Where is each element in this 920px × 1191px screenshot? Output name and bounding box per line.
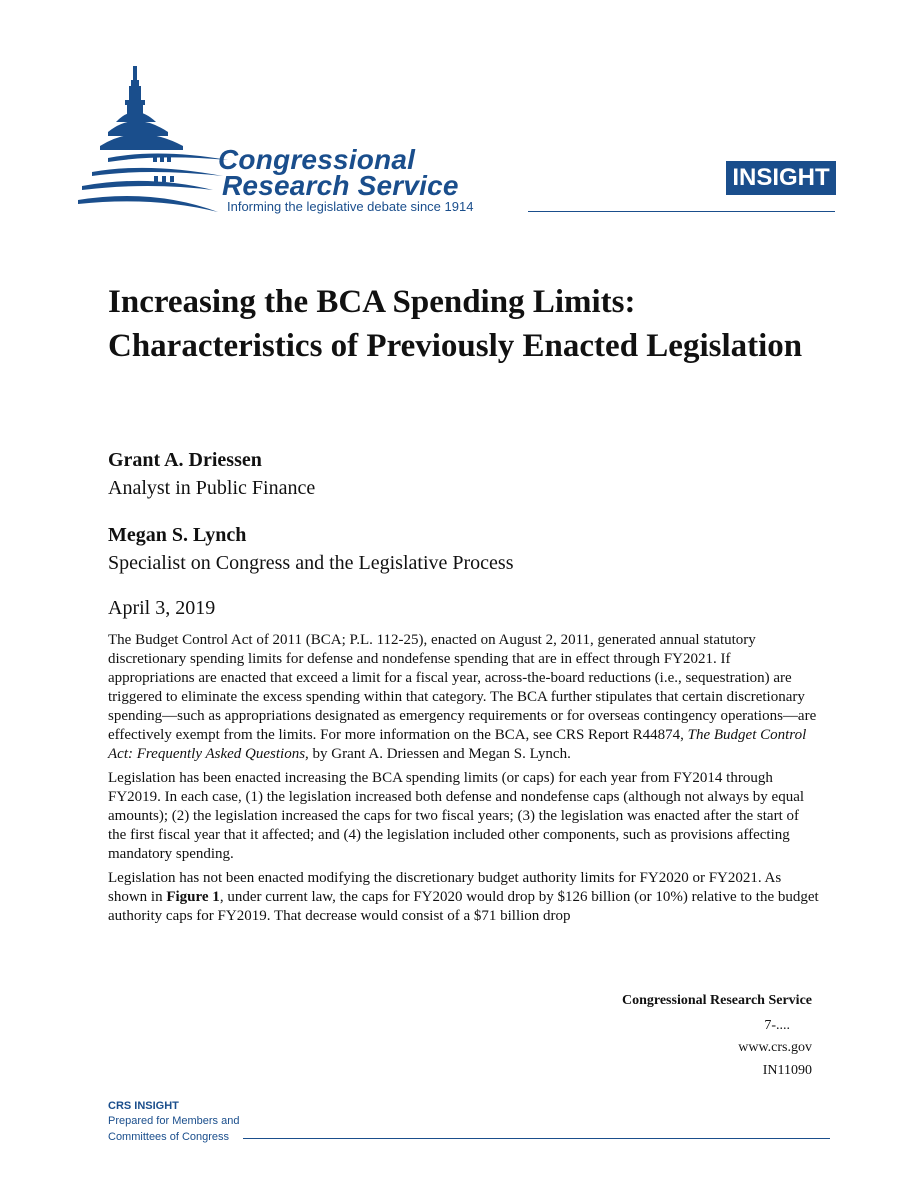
paragraph: Legislation has not been enacted modifying the discretionary budget authority limits for FY2020 or FY2021. As shown in Figure 1, under current law, the caps for FY2020 would drop by $126 billion (or 10%) relative to the budget authority caps for FY2019. That decrease would consist of a $71 billion drop [108,870,819,924]
report-number: 7-.... [764,1018,790,1033]
author-name: Grant A. Driessen [108,449,262,471]
org-name-line1: Congressional [218,144,416,175]
author-name: Megan S. Lynch [108,524,247,546]
paragraph: The Budget Control Act of 2011 (BCA; P.L. 112-25), enacted on August 2, 2011, generated annual statutory discretionary spending limits for defense and nondefense spending that are in effect through FY2021. If appropriations are enacted that exceed a limit for a fiscal year, across-the-board reductions (i.e., sequestration) are triggered to eliminate the excess spending within that category. The BCA further stipulates that certain discretionary spending—such as appropriations designated as emergency requirements or for overseas contingency operations—are effectively exempt from the limits. For more information on the BCA, see CRS Report R44874, The Budget Control Act: Frequently Asked Questions, by Grant A. Driessen and Megan S. Lynch. [108,632,817,762]
report-footer-org: Congressional Research Service [621,993,812,1008]
figure-reference: Figure 1 [166,889,220,905]
insight-badge: INSIGHT [726,161,836,195]
tagline: Informing the legislative debate since 1914 [227,199,474,214]
footer-line: Committees of Congress [108,1131,230,1143]
footer-line: Prepared for Members and [108,1115,240,1127]
footer-title: CRS INSIGHT [108,1100,179,1112]
crs-website: www.crs.gov [738,1040,812,1055]
page-title: Increasing the BCA Spending Limits: Characteristics of Previously Enacted Legislation [108,284,803,364]
header-rule [528,211,835,212]
author-role: Analyst in Public Finance [108,477,316,499]
paragraph: Legislation has been enacted increasing the BCA spending limits (or caps) for each year from FY2014 through FY2019. In each case, (1) the legislation increased both defense and nondefense caps (although not always by equal amounts); (2) the legislation increased the caps for two fiscal years; (3) the legislation was enacted after the start of the first fiscal year that it affected; and (4) the legislation included other components, such as provisions affecting mandatory spending. [108,770,805,862]
capitol-dome-icon [78,62,228,222]
report-id: IN11090 [762,1063,812,1078]
footer-rule [243,1138,830,1139]
report-title-link: The Budget Control Act: Frequently Asked Questions [108,727,807,762]
body-text [108,631,820,931]
author-role: Specialist on Congress and the Legislative Process [108,552,514,574]
org-name-line2: Research Service [222,170,459,201]
publication-date: April 3, 2019 [108,597,216,619]
